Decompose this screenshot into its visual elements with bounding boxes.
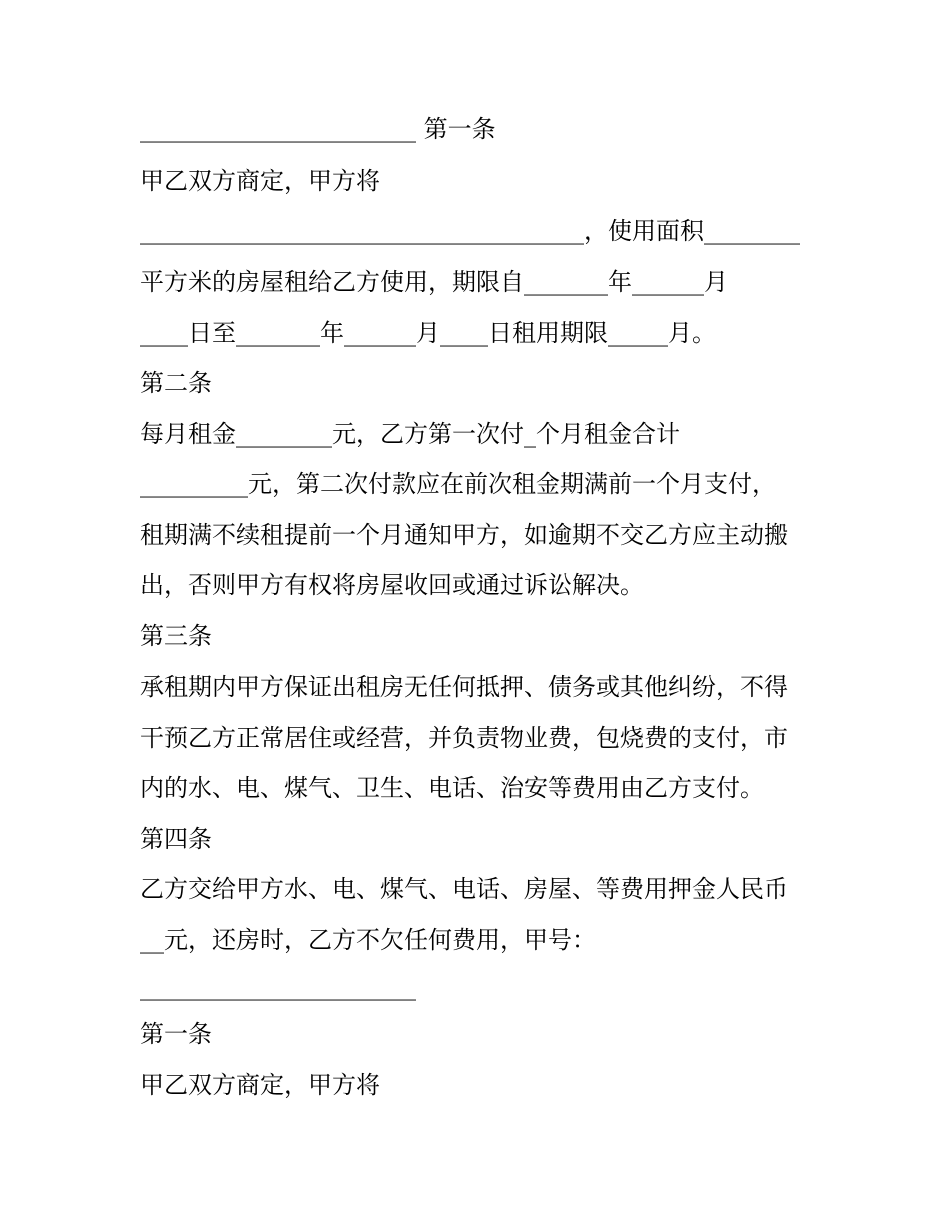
text-line: 甲乙双方商定，甲方将: [140, 1071, 380, 1099]
clause-heading: 第三条: [140, 622, 212, 650]
text-line: 平方米的房屋租给乙方使用，期限自_______年______月: [140, 268, 728, 296]
text-line: 内的水、电、煤气、卫生、电话、治安等费用由乙方支付。: [140, 774, 764, 802]
clause-heading: 第二条: [140, 369, 212, 397]
text-line: _____________________________________，使用面积________: [140, 217, 800, 245]
text-line: 甲乙双方商定，甲方将: [140, 167, 380, 195]
text-line: 租期满不续租提前一个月通知甲方，如逾期不交乙方应主动搬: [140, 521, 788, 549]
clause-heading: 第一条: [140, 1020, 212, 1048]
text-line: _________元，第二次付款应在前次租金期满前一个月支付，: [140, 470, 776, 498]
text-line: __元，还房时，乙方不欠任何费用，甲号：: [140, 926, 596, 954]
text-line: 乙方交给甲方水、电、煤气、电话、房屋、等费用押金人民币: [140, 875, 788, 903]
text-line: 每月租金________元，乙方第一次付_个月租金合计: [140, 420, 680, 448]
text-line: _______________________ 第一条: [140, 115, 496, 143]
text-line: ____日至_______年______月____日租用期限_____月。: [140, 319, 716, 347]
text-line: 承租期内甲方保证出租房无任何抵押、债务或其他纠纷，不得: [140, 673, 788, 701]
clause-heading: 第四条: [140, 825, 212, 853]
text-line: _______________________: [140, 973, 416, 1001]
text-line: 出，否则甲方有权将房屋收回或通过诉讼解决。: [140, 571, 644, 599]
text-line: 干预乙方正常居住或经营，并负责物业费，包烧费的支付，市: [140, 724, 788, 752]
